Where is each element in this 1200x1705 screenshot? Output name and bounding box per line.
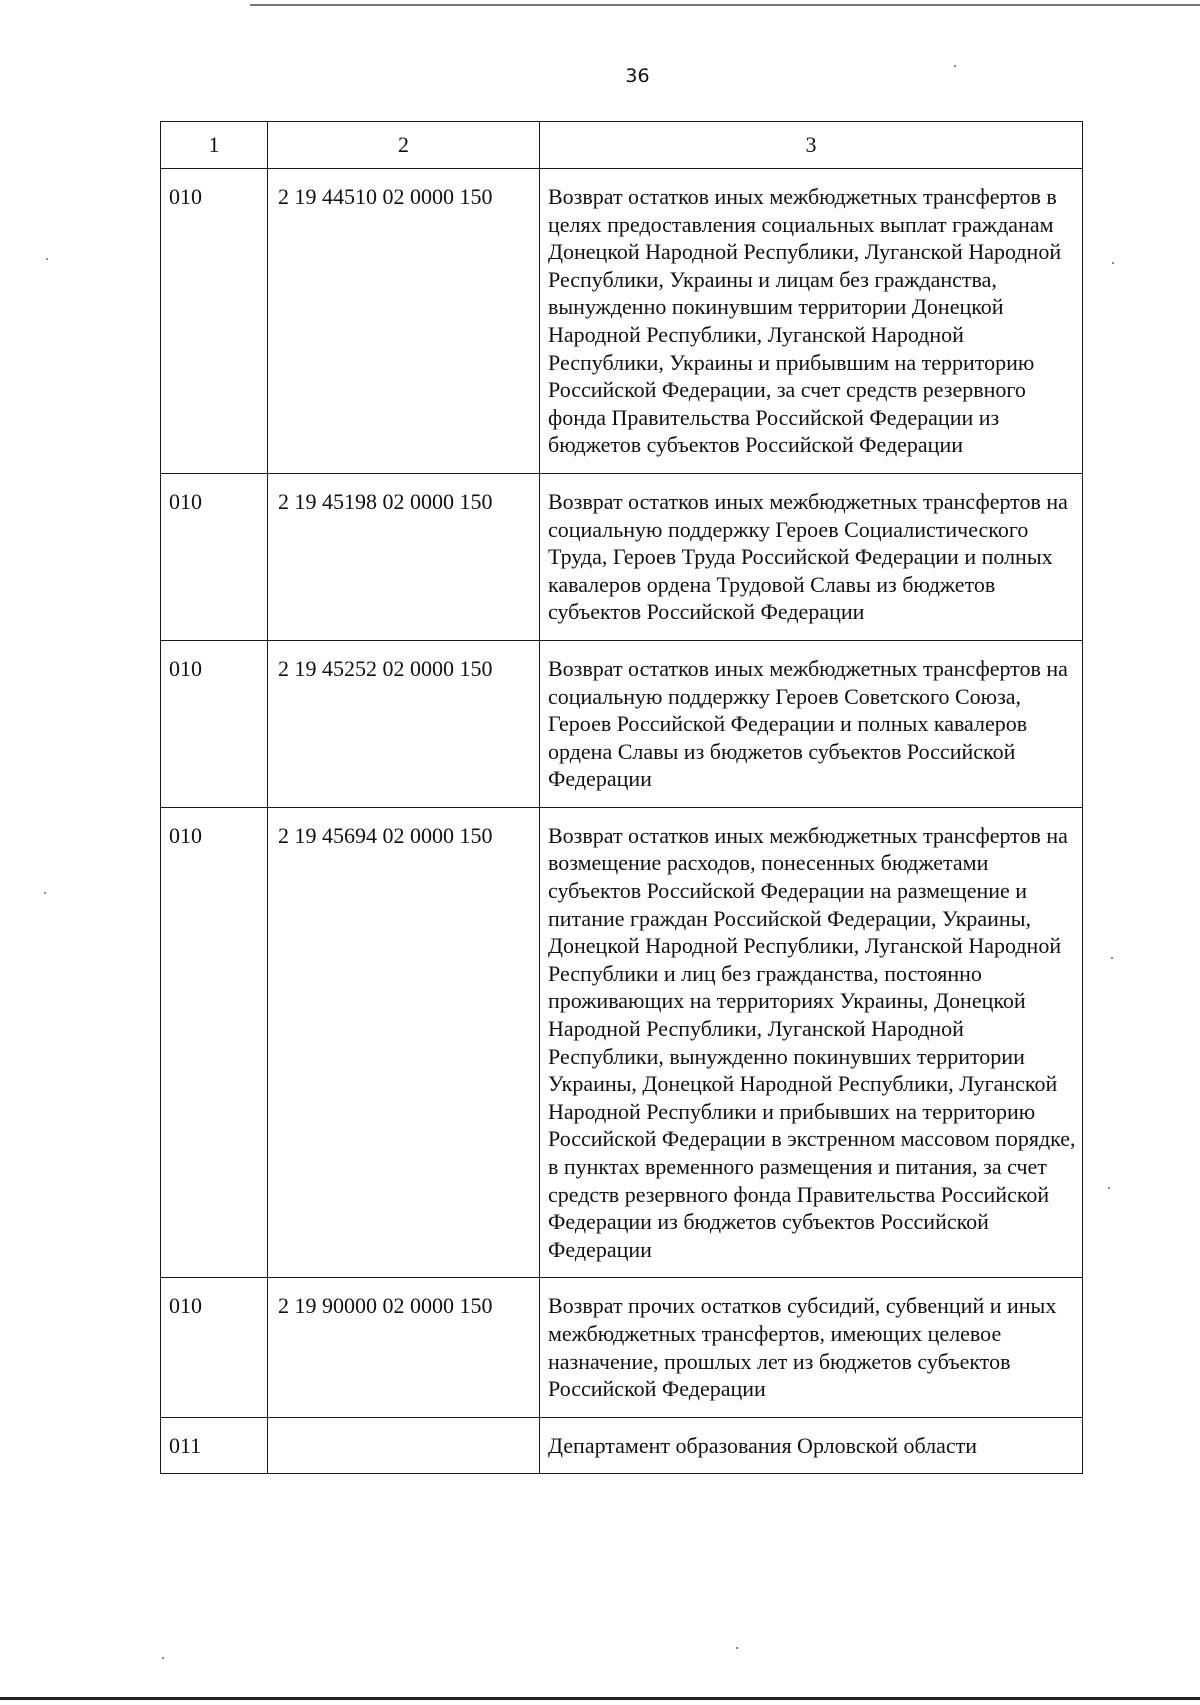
table-header-row — [161, 122, 1083, 169]
kbk-code-cell: 2 19 90000 02 0000 150 — [268, 1278, 540, 1417]
budget-codes-table — [160, 121, 1083, 1474]
admin-code-cell: 010 — [161, 807, 268, 1278]
table-row — [161, 473, 1083, 640]
scan-speck — [1111, 957, 1113, 959]
top-scan-rule — [250, 4, 1200, 6]
table-row — [161, 1278, 1083, 1417]
header-col-1: 1 — [161, 122, 268, 169]
bottom-scan-rule — [0, 1697, 1200, 1700]
income-name-cell: Департамент образования Орловской области — [540, 1417, 1083, 1474]
income-name-cell: Возврат остатков иных межбюджетных трансфертов на социальную поддержку Героев Советского Союза, Героев Российской Федерации и полных кавалеров ордена Славы из бюджетов субъектов Российской Федерации — [540, 640, 1083, 807]
admin-code-cell: 010 — [161, 169, 268, 474]
header-col-3: 3 — [540, 122, 1083, 169]
table-row — [161, 640, 1083, 807]
scan-speck — [1108, 1187, 1110, 1189]
table-row — [161, 1417, 1083, 1474]
scan-speck — [46, 258, 48, 260]
admin-code-cell: 010 — [161, 640, 268, 807]
kbk-code-cell: 2 19 45694 02 0000 150 — [268, 807, 540, 1278]
table-row — [161, 169, 1083, 474]
header-col-2: 2 — [268, 122, 540, 169]
scan-speck — [736, 1647, 738, 1649]
scan-speck — [1112, 262, 1114, 264]
scan-speck — [162, 1657, 164, 1659]
kbk-code-cell: 2 19 45252 02 0000 150 — [268, 640, 540, 807]
page-number: 36 — [625, 65, 650, 87]
admin-code-cell: 011 — [161, 1417, 268, 1474]
admin-code-cell: 010 — [161, 1278, 268, 1417]
kbk-code-cell: 2 19 45198 02 0000 150 — [268, 473, 540, 640]
income-name-cell: Возврат остатков иных межбюджетных трансфертов на социальную поддержку Героев Социалистического Труда, Героев Труда Российской Федерации и полных кавалеров ордена Трудовой Славы из бюджетов субъектов Российской Федерации — [540, 473, 1083, 640]
scan-speck — [44, 892, 46, 894]
income-name-cell: Возврат остатков иных межбюджетных трансфертов на возмещение расходов, понесенных бюджетами субъектов Российской Федерации на размещение и питание граждан Российской Федерации, Украины, Донецкой Народной Республики, Луганской Народной Республики и лиц без гражданства, постоянно проживающих на территориях Украины, Донецкой Народной Республики, Луганской Народной Республики, вынужденно покинувших территории Украины, Донецкой Народной Республики, Луганской Народной Республики и прибывших на территорию Российской Федерации в экстренном массовом порядке, в пунктах временного размещения и питания, за счет средств резервного фонда Правительства Российской Федерации из бюджетов субъектов Российской Федерации — [540, 807, 1083, 1278]
income-name-cell: Возврат остатков иных межбюджетных трансфертов в целях предоставления социальных выплат гражданам Донецкой Народной Республики, Луганской Народной Республики, Украины и лицам без гражданства, вынужденно покинувшим территории Донецкой Народной Республики, Луганской Народной Республики, Украины и прибывшим на территорию Российской Федерации, за счет средств резервного фонда Правительства Российской Федерации из бюджетов субъектов Российской Федерации — [540, 169, 1083, 474]
admin-code-cell: 010 — [161, 473, 268, 640]
table-row — [161, 807, 1083, 1278]
kbk-code-cell: 2 19 44510 02 0000 150 — [268, 169, 540, 474]
income-name-cell: Возврат прочих остатков субсидий, субвенций и иных межбюджетных трансфертов, имеющих целевое назначение, прошлых лет из бюджетов субъектов Российской Федерации — [540, 1278, 1083, 1417]
scan-speck — [954, 65, 956, 67]
kbk-code-cell — [268, 1417, 540, 1474]
